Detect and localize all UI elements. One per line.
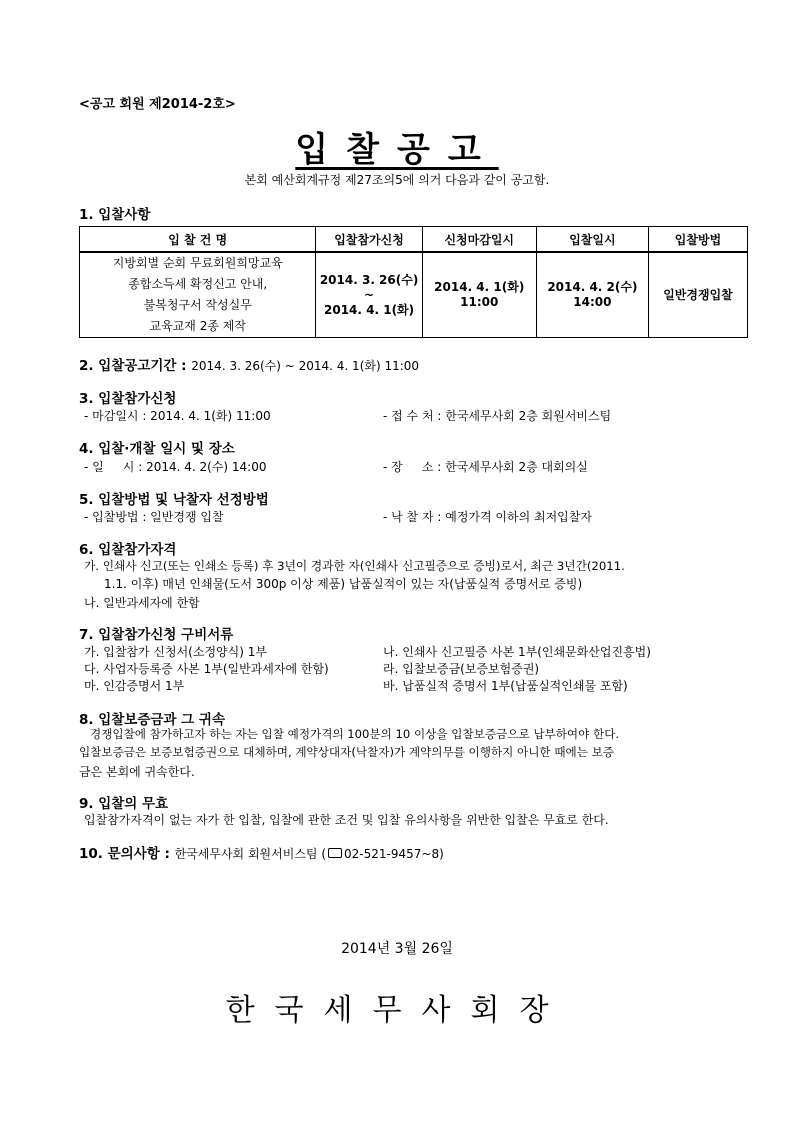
header-method: 입찰방법 xyxy=(648,227,747,253)
doc-item-e: 마. 인감증명서 1부 xyxy=(84,679,185,693)
section-2 xyxy=(79,354,419,374)
table-header-row xyxy=(80,227,748,253)
notice-number: <공고 회원 제2014-2호> xyxy=(79,97,236,112)
section-8-line-2: 입찰보증금은 보증보험증권으로 대체하며, 계약상대자(낙찰자)가 계약의무를 이행하지 아니한 때에는 보증 xyxy=(79,745,614,759)
section-9-line-1: 입찰참가자격이 없는 자가 한 입찰, 입찰에 관한 조건 및 입찰 유의사항을 위반한 입찰은 무효로 한다. xyxy=(84,813,609,827)
name-line-1: 지방회별 순회 무료회원희망교육 xyxy=(112,256,283,270)
section-3-heading: 3. 입찰참가신청 xyxy=(79,391,177,407)
section-6-heading: 6. 입찰참가자격 xyxy=(79,542,177,558)
section-10-phone: 02-521-9457~8) xyxy=(344,847,444,861)
section-8-line-3: 금은 본회에 귀속한다. xyxy=(79,765,195,779)
section-2-heading: 2. 입찰공고기간 : xyxy=(79,358,187,374)
section-10 xyxy=(79,842,444,862)
cell-bid-date xyxy=(536,252,648,338)
apply-from: 2014. 3. 26(수) xyxy=(319,272,419,287)
page-title-text: 입찰공고 xyxy=(295,130,499,170)
section-6-line-2: 1.1. 이후) 매년 인쇄물(도서 300p 이상 제품) 납품실적이 있는 자(납품실적 증명서로 증빙) xyxy=(104,577,583,591)
section-4-heading: 4. 입찰·개찰 일시 및 장소 xyxy=(79,441,235,457)
header-name: 입 찰 건 명 xyxy=(80,227,316,253)
doc-item-d: 라. 입찰보증금(보증보험증권) xyxy=(383,662,540,676)
header-deadline: 신청마감일시 xyxy=(422,227,536,253)
doc-item-c: 다. 사업자등록증 사본 1부(일반과세자에 한함) xyxy=(84,662,329,676)
apply-to: 2014. 4. 1(화) xyxy=(324,302,415,317)
section-6-line-3: 나. 일반과세자에 한함 xyxy=(84,596,200,610)
doc-item-a: 가. 입찰참가 신청서(소정양식) 1부 xyxy=(84,645,267,659)
section-10-heading: 10. 문의사항 : xyxy=(79,846,170,862)
section-3-right: - 접 수 처 : 한국세무사회 2층 회원서비스팀 xyxy=(383,409,612,423)
issue-date: 2014년 3월 26일 xyxy=(341,941,453,957)
signature: 한국세무사회장 xyxy=(225,993,569,1028)
section-6-line-1: 가. 인쇄사 신고(또는 인쇄소 등록) 후 3년이 경과한 자(인쇄사 신고필증으로 증빙)로서, 최근 3년간(2011. xyxy=(84,559,625,573)
section-10-contact: 한국세무사회 회원서비스팀 ( xyxy=(174,847,327,861)
subtitle: 본회 예산회계규정 제27조의5에 의거 다음과 같이 공고함. xyxy=(244,173,550,187)
table-row xyxy=(80,252,748,338)
deadline-time: 11:00 xyxy=(460,295,499,309)
bid-date: 2014. 4. 2(수) xyxy=(547,280,638,294)
section-5-heading: 5. 입찰방법 및 낙찰자 선정방법 xyxy=(79,492,269,508)
doc-item-b: 나. 인쇄사 신고필증 사본 1부(인쇄문화산업진흥법) xyxy=(383,645,651,659)
bid-table xyxy=(79,226,748,338)
deadline-date: 2014. 4. 1(화) xyxy=(434,280,525,294)
section-9-heading: 9. 입찰의 무효 xyxy=(79,796,169,812)
section-4-right: - 장 소 : 한국세무사회 2층 대회의실 xyxy=(383,460,588,474)
name-line-2: 종합소득세 확정신고 안내, xyxy=(128,277,268,291)
bid-time: 14:00 xyxy=(573,295,612,309)
doc-item-f: 바. 납품실적 증명서 1부(납품실적인쇄물 포함) xyxy=(383,679,628,693)
cell-name xyxy=(80,252,316,338)
header-apply: 입찰참가신청 xyxy=(316,227,422,253)
page-title xyxy=(0,122,794,171)
section-2-text: 2014. 3. 26(수) ~ 2014. 4. 1(화) 11:00 xyxy=(191,359,420,373)
name-line-3: 불복청구서 작성실무 xyxy=(143,298,252,312)
cell-method: 일반경쟁입찰 xyxy=(648,252,747,338)
cell-apply xyxy=(316,252,422,338)
section-7-heading: 7. 입찰참가신청 구비서류 xyxy=(79,627,234,643)
section-3-left: - 마감일시 : 2014. 4. 1(화) 11:00 xyxy=(84,409,271,423)
section-8-heading: 8. 입찰보증금과 그 귀속 xyxy=(79,712,225,728)
section-4-left: - 일 시 : 2014. 4. 2(수) 14:00 xyxy=(84,460,267,474)
section-5-left: - 입찰방법 : 일반경쟁 입찰 xyxy=(84,510,224,524)
header-bid-date: 입찰일시 xyxy=(536,227,648,253)
section-8-line-1: 경쟁입찰에 참가하고자 하는 자는 입찰 예정가격의 100분의 10 이상을 입찰보증금으로 납부하여야 한다. xyxy=(90,727,620,741)
phone-icon xyxy=(328,848,342,858)
name-line-4: 교육교재 2종 제작 xyxy=(149,319,246,333)
section-1-heading: 1. 입찰사항 xyxy=(79,207,151,223)
cell-deadline xyxy=(422,252,536,338)
apply-sep: ~ xyxy=(364,287,375,302)
section-5-right: - 낙 찰 자 : 예정가격 이하의 최저입찰자 xyxy=(383,510,592,524)
